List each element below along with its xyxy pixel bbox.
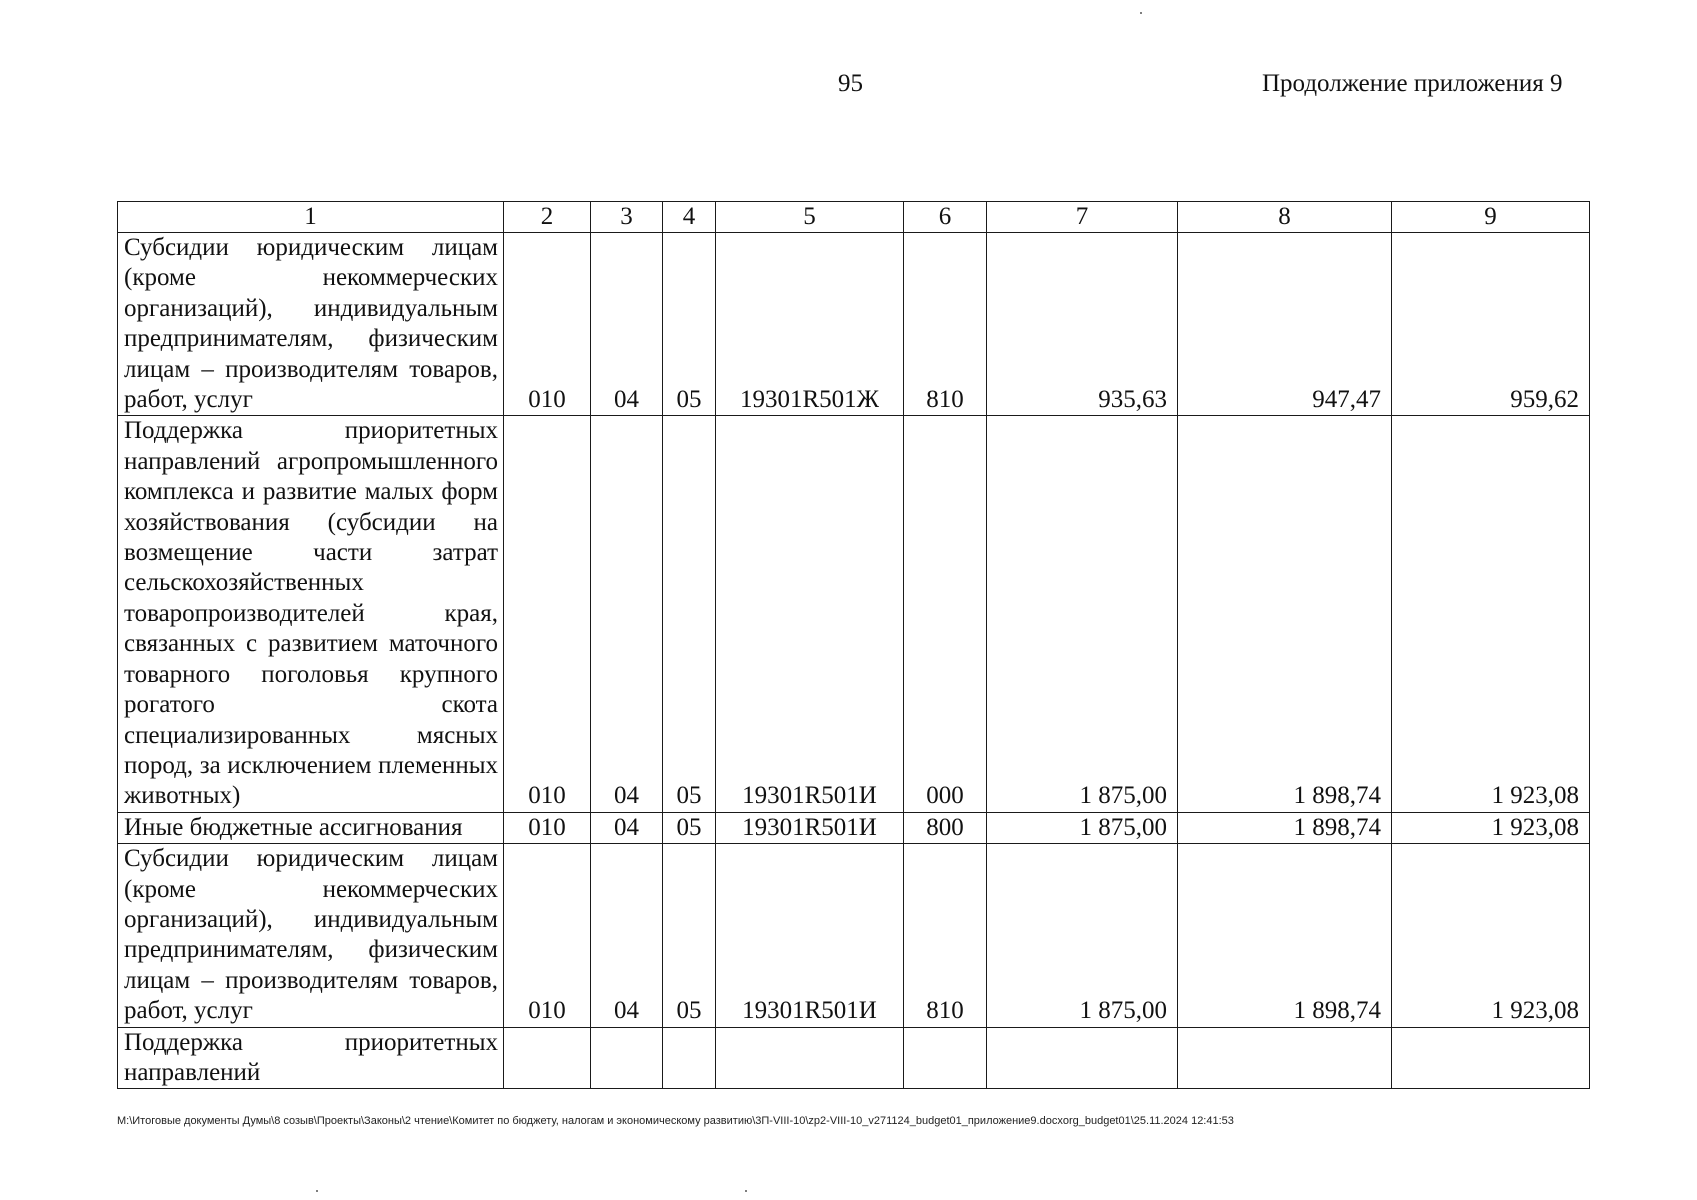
cell-ministry-code: 010 xyxy=(504,812,591,843)
cell-ministry-code xyxy=(504,1027,591,1089)
row-name: Субсидии юридическим лицам (кроме некоммерческих организаций), индивидуальным предпринимателям, физическим лицам – производителям товаров, работ, услуг xyxy=(118,233,504,416)
cell-amount-col8 xyxy=(1178,1027,1392,1089)
cell-amount-col7 xyxy=(987,1027,1178,1089)
cell-subsection: 05 xyxy=(663,844,716,1027)
column-header: 6 xyxy=(904,202,987,233)
cell-ministry-code: 010 xyxy=(504,233,591,416)
table-row xyxy=(118,812,1590,843)
cell-target-article xyxy=(716,1027,904,1089)
column-header: 5 xyxy=(716,202,904,233)
cell-subsection: 05 xyxy=(663,233,716,416)
cell-section: 04 xyxy=(591,844,663,1027)
scan-speck xyxy=(1140,12,1142,14)
cell-amount-col8: 1 898,74 xyxy=(1178,416,1392,812)
column-header: 8 xyxy=(1178,202,1392,233)
cell-amount-col8: 947,47 xyxy=(1178,233,1392,416)
cell-amount-col9: 1 923,08 xyxy=(1392,416,1590,812)
cell-subsection: 05 xyxy=(663,416,716,812)
row-name: Поддержка приоритетных направлений агропромышленного комплекса и развитие малых форм хозяйствования (субсидии на возмещение части затрат сельскохозяйственных товаропроизводителей края, связанных с развитием маточного товарного поголовья крупного рогатого скота специализированных мясных пород, за исключением племенных животных) xyxy=(118,416,504,812)
table-row xyxy=(118,1027,1590,1089)
cell-amount-col7: 1 875,00 xyxy=(987,844,1178,1027)
document-file-path: M:\Итоговые документы Думы\8 созыв\Проекты\Законы\2 чтение\Комитет по бюджету, налогам и экономическому развитию\3П-VIII-10\zp2-VIII-10_v271124_budget01_приложение9.docxorg_budget01\25.11.2024 12:41:53 xyxy=(117,1115,1234,1127)
cell-expense-type: 800 xyxy=(904,812,987,843)
appendix-continuation-label: Продолжение приложения 9 xyxy=(1262,70,1563,97)
cell-expense-type: 810 xyxy=(904,233,987,416)
cell-amount-col8: 1 898,74 xyxy=(1178,844,1392,1027)
cell-target-article: 19301R501И xyxy=(716,812,904,843)
column-header: 2 xyxy=(504,202,591,233)
cell-amount-col7: 935,63 xyxy=(987,233,1178,416)
cell-expense-type: 810 xyxy=(904,844,987,1027)
column-number-row xyxy=(118,202,1590,233)
cell-amount-col8: 1 898,74 xyxy=(1178,812,1392,843)
cell-section: 04 xyxy=(591,416,663,812)
cell-amount-col9: 959,62 xyxy=(1392,233,1590,416)
cell-section: 04 xyxy=(591,812,663,843)
cell-amount-col9: 1 923,08 xyxy=(1392,844,1590,1027)
cell-target-article: 19301R501Ж xyxy=(716,233,904,416)
cell-target-article: 19301R501И xyxy=(716,416,904,812)
row-name: Субсидии юридическим лицам (кроме некоммерческих организаций), индивидуальным предпринимателям, физическим лицам – производителям товаров, работ, услуг xyxy=(118,844,504,1027)
budget-table xyxy=(117,201,1590,1089)
row-name: Поддержка приоритетных направлений xyxy=(118,1027,504,1089)
cell-expense-type: 000 xyxy=(904,416,987,812)
table-row xyxy=(118,416,1590,812)
cell-section xyxy=(591,1027,663,1089)
table-row xyxy=(118,844,1590,1027)
scan-speck xyxy=(316,1190,318,1192)
cell-subsection: 05 xyxy=(663,812,716,843)
cell-ministry-code: 010 xyxy=(504,844,591,1027)
cell-section: 04 xyxy=(591,233,663,416)
cell-amount-col7: 1 875,00 xyxy=(987,812,1178,843)
column-header: 4 xyxy=(663,202,716,233)
table-row xyxy=(118,233,1590,416)
cell-expense-type xyxy=(904,1027,987,1089)
cell-amount-col7: 1 875,00 xyxy=(987,416,1178,812)
cell-subsection xyxy=(663,1027,716,1089)
column-header: 9 xyxy=(1392,202,1590,233)
page-number: 95 xyxy=(838,70,863,97)
cell-ministry-code: 010 xyxy=(504,416,591,812)
column-header: 3 xyxy=(591,202,663,233)
column-header: 7 xyxy=(987,202,1178,233)
cell-amount-col9: 1 923,08 xyxy=(1392,812,1590,843)
cell-target-article: 19301R501И xyxy=(716,844,904,1027)
column-header: 1 xyxy=(118,202,504,233)
cell-amount-col9 xyxy=(1392,1027,1590,1089)
row-name: Иные бюджетные ассигнования xyxy=(118,812,504,843)
scan-speck xyxy=(745,1190,747,1192)
